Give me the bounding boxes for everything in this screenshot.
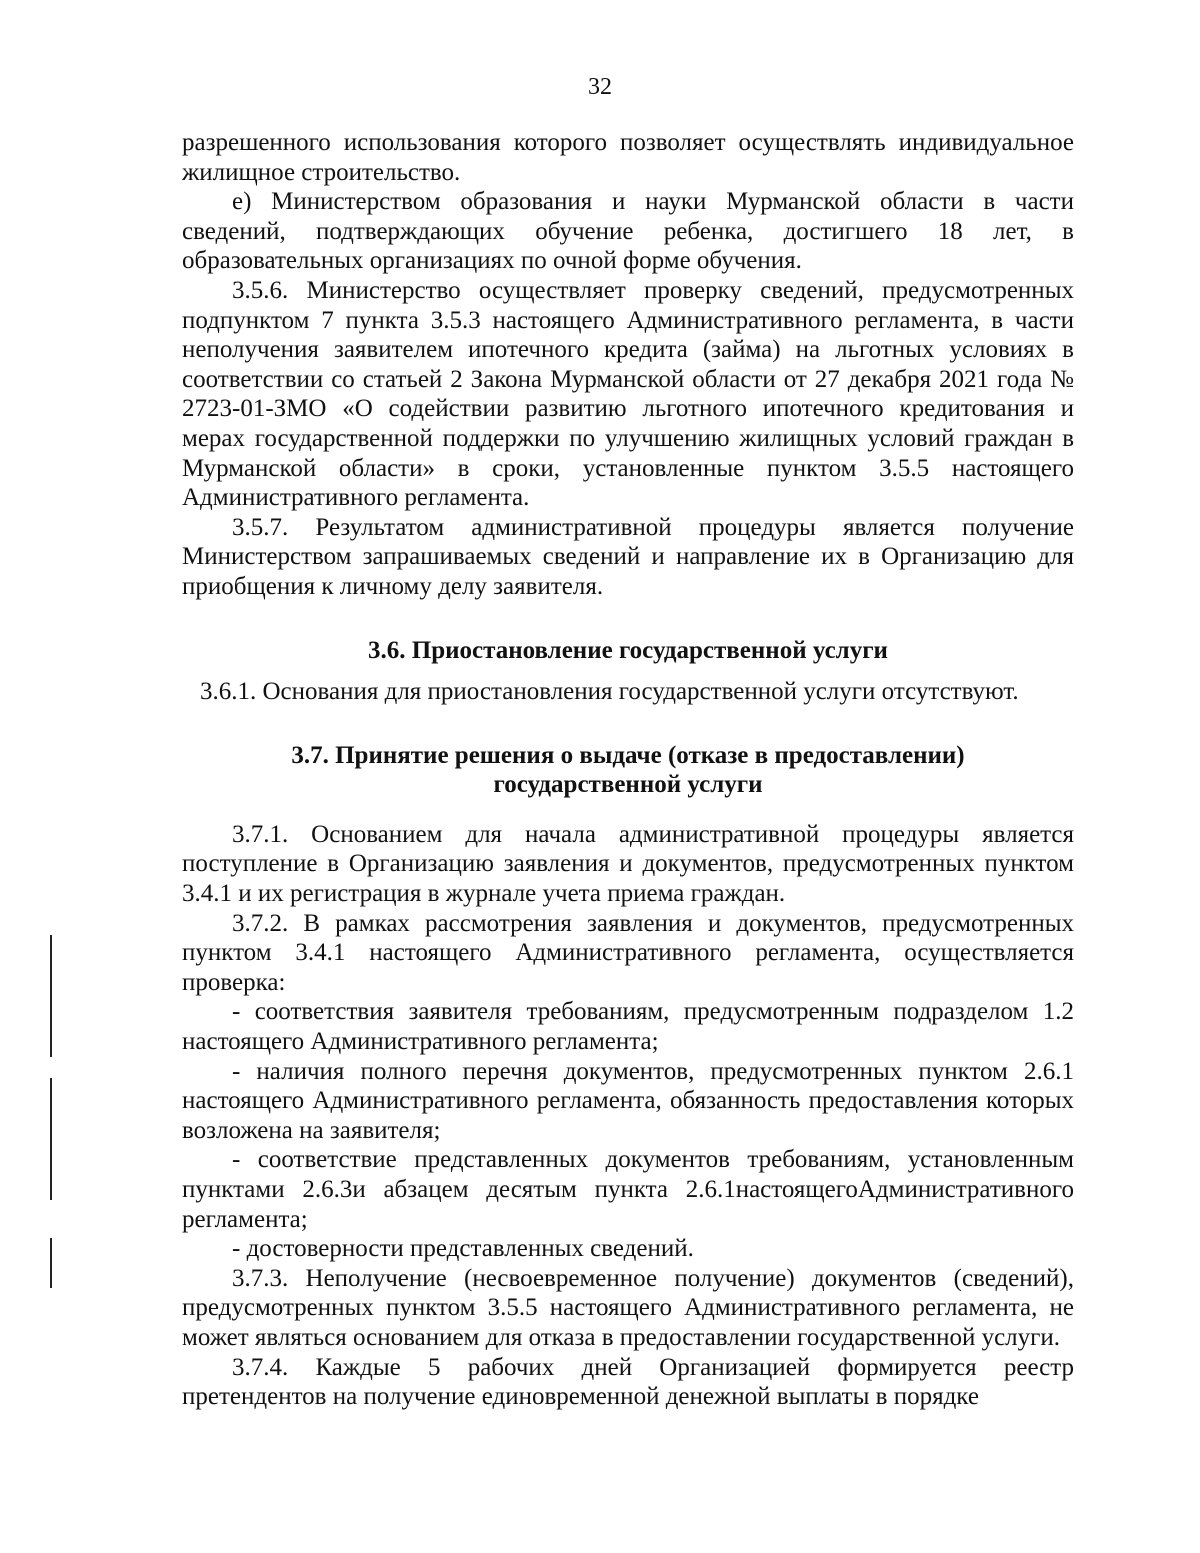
document-body (182, 128, 1074, 1412)
paragraph: 3.7.3. Неполучение (несвоевременное получение) документов (сведений), предусмотренных пунктом 3.5.5 настоящего Административного регламента, не может являться основанием для отказа в предоставлении государственной услуги. (182, 1264, 1074, 1351)
section-heading: государственной услуги (493, 771, 763, 799)
paragraph: е) Министерством образования и науки Мурманской области в части сведений, подтверждающих обучение ребенка, достигшего 18 лет, в образовательных организациях по очной форме обучения. (182, 188, 1074, 275)
paragraph: 3.7.2. В рамках рассмотрения заявления и документов, предусмотренных пунктом 3.4.1 настоящего Административного регламента, осуществляется проверка: (182, 909, 1074, 996)
paragraph: разрешенного использования которого позволяет осуществлять индивидуальное жилищное строительство. (182, 129, 1074, 186)
section-heading: 3.6. Приостановление государственной услуги (368, 636, 888, 664)
paragraph: 3.5.6. Министерство осуществляет проверку сведений, предусмотренных подпунктом 7 пункта 3.5.3 настоящего Административного регламента, в части неполучения заявителем ипотечного кредита (займа) на льготных условиях в соответствии со статьей 2 Закона Мурманской области от 27 декабря 2021 года № 2723-01-ЗМО «О содействии развитию льготного ипотечного кредитования и мерах государственной поддержки по улучшению жилищных условий граждан в Мурманской области» в сроки, установленные пунктом 3.5.5 настоящего Административного регламента. (182, 276, 1074, 512)
section-heading: 3.7. Принятие решения о выдаче (отказе в предоставлении) (291, 741, 965, 769)
paragraph: 3.5.7. Результатом административной процедуры является получение Министерством запрашиваемых сведений и направление их в Организацию для приобщения к личному делу заявителя. (182, 513, 1074, 600)
list-item: - соответствие представленных документов требованиям, установленным пунктами 2.6.3и абзацем десятым пункта 2.6.1настоящегоАдминистративного регламента; (182, 1146, 1074, 1233)
page-number: 32 (588, 74, 612, 100)
margin-change-bar (50, 935, 52, 1057)
margin-change-bar (50, 1238, 52, 1288)
list-item: - наличия полного перечня документов, предусмотренных пунктом 2.6.1 настоящего Административного регламента, обязанность предоставления которых возложена на заявителя; (182, 1057, 1074, 1144)
paragraph: 3.6.1. Основания для приостановления государственной услуги отсутствуют. (200, 678, 1019, 706)
list-item: - соответствия заявителя требованиям, предусмотренным подразделом 1.2 настоящего Административного регламента; (182, 998, 1074, 1056)
paragraph: 3.7.4. Каждые 5 рабочих дней Организацией формируется реестр претендентов на получение единовременной денежной выплаты в порядке (182, 1353, 1074, 1411)
list-item: - достоверности представленных сведений. (232, 1235, 694, 1263)
margin-change-bar (50, 1078, 52, 1200)
paragraph: 3.7.1. Основанием для начала административной процедуры является поступление в Организацию заявления и документов, предусмотренных пунктом 3.4.1 и их регистрация в журнале учета приема граждан. (182, 820, 1074, 908)
